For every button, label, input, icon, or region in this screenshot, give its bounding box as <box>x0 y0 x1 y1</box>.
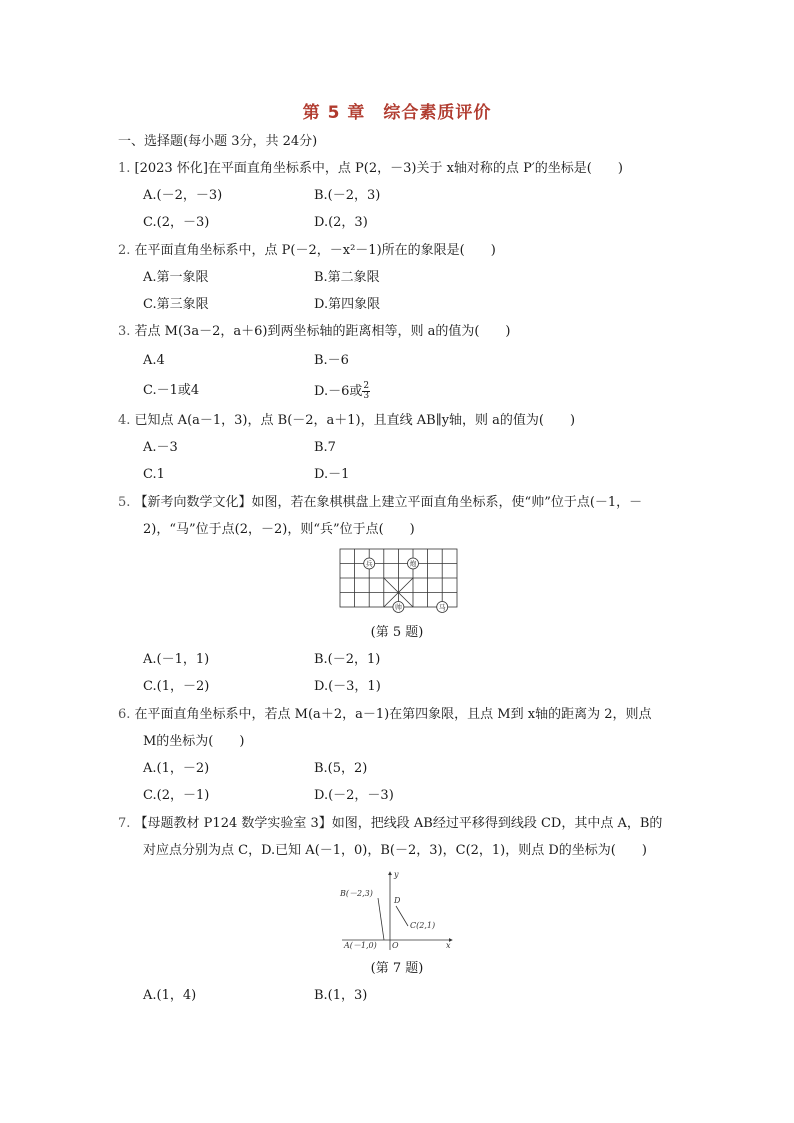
svg-text:兵: 兵 <box>365 560 373 568</box>
option-a: A.(－2，－3) <box>143 188 223 203</box>
question-text: 【新考向数学文化】如图，若在象棋棋盘上建立平面直角坐标系，使“帅”位于点(－1，－ <box>134 495 643 510</box>
segment-cd <box>396 906 408 926</box>
question-2 <box>118 242 496 260</box>
figure-caption: (第 5 题) <box>370 625 424 640</box>
option-b: B.(1，3) <box>314 988 368 1003</box>
option-b: B.7 <box>314 440 336 455</box>
point-c-label: C(2,1) <box>410 921 436 930</box>
question-7 <box>118 815 662 833</box>
svg-text:帅: 帅 <box>394 603 402 612</box>
point-b-label: B(－2,3) <box>340 889 373 898</box>
point-d-label: D <box>394 896 401 905</box>
question-number: 3. <box>118 324 131 339</box>
option-a: A.(－1，1) <box>143 652 210 667</box>
question-number: 2. <box>118 243 131 258</box>
section-heading: 一、选择题(每小题 3分，共 24分) <box>118 134 318 149</box>
option-d <box>314 382 370 401</box>
option-c: C.1 <box>143 467 165 482</box>
question-3 <box>118 323 510 341</box>
question-text-continued: M的坐标为( ) <box>143 734 245 749</box>
option-c: C.第三象限 <box>143 297 209 312</box>
option-d: D.－1 <box>314 467 350 482</box>
question-text-continued: 2)，“马”位于点(2，－2)，则“兵”位于点( ) <box>143 522 415 537</box>
option-a: A.－3 <box>143 440 178 455</box>
fraction-numerator: 2 <box>363 381 370 391</box>
question-1 <box>118 160 623 178</box>
origin-label: O <box>392 941 399 950</box>
option-d: D.第四象限 <box>314 297 381 312</box>
question-number: 5. <box>118 495 131 510</box>
question-5 <box>118 494 642 512</box>
option-b: B.(－2，1) <box>314 652 381 667</box>
question-text: 已知点 A(a－1，3)，点 B(－2，a＋1)，且直线 AB∥y轴，则 a的值为( ) <box>134 413 576 428</box>
page-title: 第 5 章 综合素质评价 <box>302 103 492 123</box>
option-a: A.第一象限 <box>143 270 209 285</box>
question-text: 【母题教材 P124 数学实验室 3】如图，把线段 AB经过平移得到线段 CD，其中点 A，B的 <box>134 816 663 831</box>
segment-ab <box>378 898 384 940</box>
option-b: B.－6 <box>314 353 349 368</box>
piece-ma <box>437 602 448 613</box>
option-text: D.－6或 <box>314 384 363 399</box>
question-text: 若点 M(3a－2，a＋6)到两坐标轴的距离相等，则 a的值为( ) <box>134 324 511 339</box>
svg-text:炮: 炮 <box>409 560 417 568</box>
question-text: 在平面直角坐标系中，点 P(－2，－x²－1)所在的象限是( ) <box>134 243 496 258</box>
option-c: C.－1或4 <box>143 383 200 398</box>
svg-text:马: 马 <box>438 603 446 612</box>
question-4 <box>118 412 575 430</box>
option-b: B.第二象限 <box>314 270 380 285</box>
question-number: 1. <box>118 161 131 176</box>
piece-bing <box>364 558 375 569</box>
figure-caption: (第 7 题) <box>370 961 424 976</box>
piece-pao <box>408 558 419 569</box>
option-a: A.(1，－2) <box>143 761 210 776</box>
piece-shuai <box>393 602 404 613</box>
question-text: [2023 怀化]在平面直角坐标系中，点 P(2，－3)关于 x轴对称的点 P′的坐标是( ) <box>134 161 623 176</box>
question-number: 4. <box>118 413 131 428</box>
option-d: D.(－2，－3) <box>314 788 394 803</box>
fraction-denominator: 3 <box>363 391 370 401</box>
option-a: A.(1，4) <box>143 988 197 1003</box>
question-number: 7. <box>118 816 131 831</box>
coordinate-figure <box>338 868 458 952</box>
option-d: D.(－3，1) <box>314 679 381 694</box>
chess-board-figure <box>336 545 462 613</box>
question-6 <box>118 706 652 724</box>
x-axis-label: x <box>446 941 451 950</box>
option-c: C.(2，－3) <box>143 215 210 230</box>
option-b: B.(5，2) <box>314 761 368 776</box>
option-c: C.(1，－2) <box>143 679 210 694</box>
point-a-label: A(－1,0) <box>344 941 377 950</box>
option-d: D.(2，3) <box>314 215 368 230</box>
board-grid <box>340 549 457 607</box>
question-text-continued: 对应点分别为点 C，D.已知 A(－1，0)，B(－2，3)，C(2，1)，则点 D的坐标为( ) <box>143 843 647 858</box>
question-text: 在平面直角坐标系中，若点 M(a＋2，a－1)在第四象限，且点 M到 x轴的距离为 2，则点 <box>134 707 652 722</box>
option-c: C.(2，－1) <box>143 788 210 803</box>
fraction <box>362 382 370 401</box>
option-a: A.4 <box>143 353 165 368</box>
option-b: B.(－2，3) <box>314 188 381 203</box>
question-number: 6. <box>118 707 131 722</box>
y-axis-label: y <box>394 870 399 879</box>
